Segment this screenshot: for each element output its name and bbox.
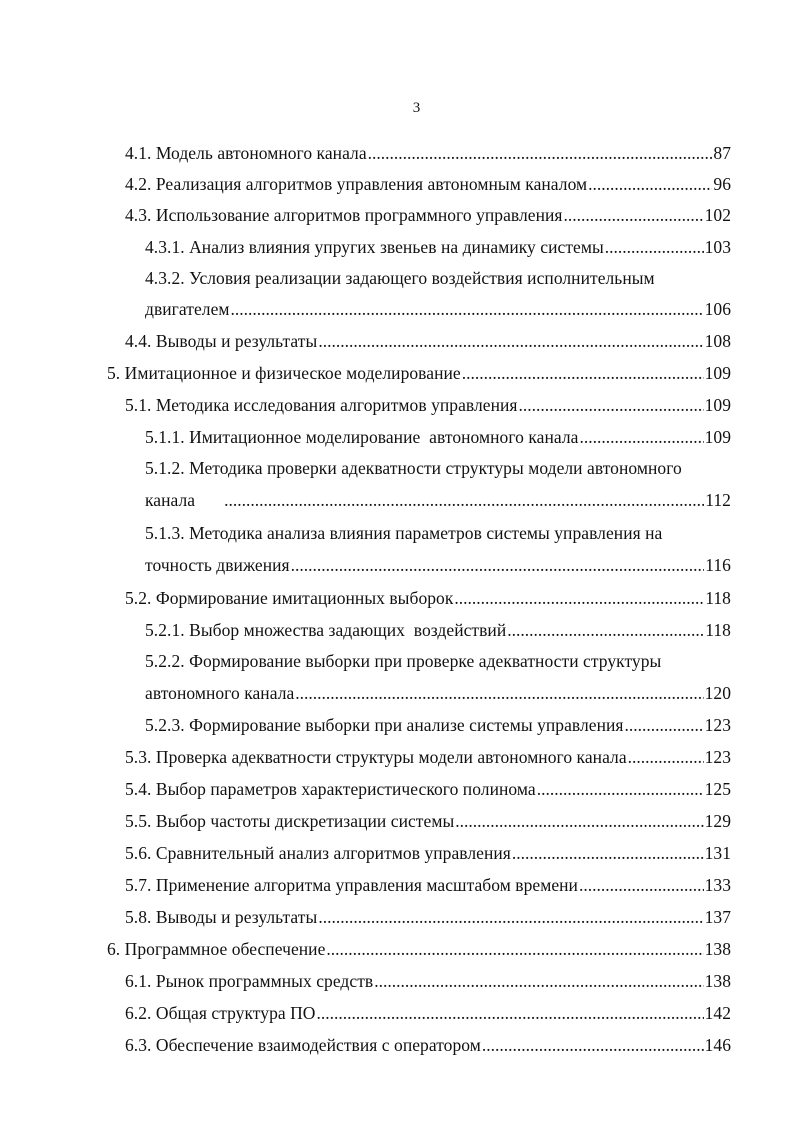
toc-leader-dots — [318, 326, 703, 356]
toc-entry-title: 4.3.2. Условия реализации задающего воздействия исполнительным — [145, 268, 655, 288]
toc-entry-5-1-3[interactable] — [145, 518, 731, 548]
toc-entry-4-3-2[interactable] — [145, 263, 731, 293]
toc-entry-page: 142 — [704, 1003, 731, 1023]
toc-entry-title: 5.1. Методика исследования алгоритмов управления — [125, 395, 518, 415]
toc-entry-title: 6.1. Рынок программных средств — [125, 971, 374, 991]
toc-entry-page: 112 — [705, 490, 731, 510]
toc-entry-page: 102 — [704, 205, 731, 225]
toc-entry-title: 6.3. Обеспечение взаимодействия с оператором — [125, 1035, 481, 1055]
toc-leader-dots — [295, 678, 703, 708]
toc-entry-page: 120 — [704, 683, 731, 703]
toc-entry-4-4[interactable] — [125, 326, 731, 356]
toc-entry-6-1[interactable] — [125, 966, 731, 996]
toc-leader-dots — [537, 774, 704, 804]
toc-entry-5-1-2-cont[interactable] — [145, 485, 731, 515]
toc-leader-dots — [455, 806, 703, 836]
toc-entry-5-2-2[interactable] — [145, 646, 731, 676]
toc-entry-5[interactable] — [107, 358, 731, 388]
toc-entry-5-2-3[interactable] — [145, 710, 731, 740]
toc-entry-page: 118 — [705, 620, 731, 640]
toc-entry-page: 103 — [704, 237, 731, 257]
toc-entry-5-5[interactable] — [125, 806, 731, 836]
toc-entry-page: 118 — [705, 588, 731, 608]
toc-entry-5-1-3-cont[interactable] — [145, 550, 731, 580]
toc-entry-4-3[interactable] — [125, 200, 731, 230]
toc-entry-title: 4.4. Выводы и результаты — [125, 331, 318, 351]
toc-entry-title: 4.3.1. Анализ влияния упругих звеньев на динамику системы — [145, 237, 604, 257]
toc-entry-5-3[interactable] — [125, 742, 731, 772]
toc-entry-5-2[interactable] — [125, 583, 731, 613]
toc-entry-title: 5.1.1. Имитационное моделирование автономного канала — [145, 427, 579, 447]
toc-leader-dots — [462, 358, 704, 388]
toc-entry-page: 116 — [705, 555, 731, 575]
toc-leader-dots — [318, 902, 703, 932]
toc-leader-dots — [291, 550, 705, 580]
toc-entry-page: 138 — [704, 939, 731, 959]
toc-entry-5-2-2-cont[interactable] — [145, 678, 731, 708]
toc-leader-dots — [519, 390, 704, 420]
toc-entry-page: 137 — [704, 907, 731, 927]
toc-leader-dots — [368, 138, 713, 168]
toc-leader-dots — [231, 294, 704, 324]
toc-entry-5-1-2[interactable] — [145, 453, 731, 483]
toc-entry-page: 87 — [713, 143, 731, 163]
toc-entry-title: 5.6. Сравнительный анализ алгоритмов управления — [125, 843, 511, 863]
toc-entry-page: 133 — [704, 875, 731, 895]
toc-entry-title: автономного канала — [145, 683, 295, 703]
toc-leader-dots — [224, 485, 704, 515]
toc-entry-4-3-2-cont[interactable] — [145, 294, 731, 324]
toc-entry-6[interactable] — [107, 934, 731, 964]
toc-entry-title: 6.2. Общая структура ПО — [125, 1003, 316, 1023]
toc-entry-page: 109 — [704, 395, 731, 415]
toc-entry-page: 146 — [704, 1035, 731, 1055]
toc-entry-5-4[interactable] — [125, 774, 731, 804]
toc-entry-5-1-1[interactable] — [145, 422, 731, 452]
toc-entry-title: канала — [145, 490, 196, 510]
toc-entry-title: 4.3. Использование алгоритмов программного управления — [125, 205, 563, 225]
toc-leader-dots — [564, 200, 704, 230]
toc-entry-page: 109 — [704, 363, 731, 383]
toc-entry-title: 5.7. Применение алгоритма управления масштабом времени — [125, 875, 578, 895]
toc-leader-dots — [326, 934, 703, 964]
toc-entry-title: 5. Имитационное и физическое моделирование — [107, 363, 461, 383]
toc-entry-title: 5.2.3. Формирование выборки при анализе системы управления — [145, 715, 624, 735]
toc-leader-dots — [512, 838, 704, 868]
toc-entry-title: 5.2.1. Выбор множества задающих воздействий — [145, 620, 507, 640]
toc-entry-title: 5.4. Выбор параметров характеристического полинома — [125, 779, 536, 799]
toc-entry-page: 131 — [704, 843, 731, 863]
toc-entry-5-7[interactable] — [125, 870, 731, 900]
toc-entry-title: 5.1.2. Методика проверки адекватности структуры модели автономного — [145, 458, 682, 478]
toc-entry-page: 125 — [704, 779, 731, 799]
toc-entry-page: 123 — [704, 715, 731, 735]
toc-entry-page: 129 — [704, 811, 731, 831]
toc-entry-title: 5.8. Выводы и результаты — [125, 907, 318, 927]
toc-entry-title: 5.3. Проверка адекватности структуры модели автономного канала — [125, 747, 627, 767]
toc-leader-dots — [588, 169, 712, 199]
toc-entry-page: 138 — [704, 971, 731, 991]
toc-entry-title: 5.1.3. Методика анализа влияния параметров системы управления на — [145, 523, 663, 543]
toc-entry-4-3-1[interactable] — [145, 232, 731, 262]
toc-entry-page: 108 — [704, 331, 731, 351]
toc-leader-dots — [482, 1030, 704, 1060]
toc-entry-4-1[interactable] — [125, 138, 731, 168]
toc-entry-5-8[interactable] — [125, 902, 731, 932]
toc-entry-page: 106 — [704, 299, 731, 319]
toc-entry-title: 5.2. Формирование имитационных выборок — [125, 588, 454, 608]
toc-entry-6-2[interactable] — [125, 998, 731, 1028]
toc-entry-title: 5.5. Выбор частоты дискретизации системы — [125, 811, 455, 831]
toc-leader-dots — [374, 966, 703, 996]
toc-entry-page: 123 — [704, 747, 731, 767]
toc-entry-title: 6. Программное обеспечение — [107, 939, 326, 959]
toc-entry-title: 4.1. Модель автономного канала — [125, 143, 367, 163]
toc-leader-dots — [625, 710, 704, 740]
toc-entry-title: 4.2. Реализация алгоритмов управления автономным каналом — [125, 174, 588, 194]
toc-entry-page: 96 — [713, 174, 731, 194]
toc-leader-dots — [579, 870, 704, 900]
toc-entry-5-2-1[interactable] — [145, 615, 731, 645]
toc-leader-dots — [317, 998, 704, 1028]
toc-entry-5-6[interactable] — [125, 838, 731, 868]
toc-entry-4-2[interactable] — [125, 169, 731, 199]
toc-entry-5-1[interactable] — [125, 390, 731, 420]
page-number: 3 — [412, 100, 421, 116]
toc-leader-dots — [605, 232, 704, 262]
toc-leader-dots — [507, 615, 704, 645]
toc-entry-title: точность движения — [145, 555, 290, 575]
toc-entry-title: 5.2.2. Формирование выборки при проверке адекватности структуры — [145, 651, 662, 671]
toc-leader-dots — [579, 422, 703, 452]
toc-entry-6-3[interactable] — [125, 1030, 731, 1060]
toc-leader-dots — [454, 583, 704, 613]
toc-entry-page: 109 — [704, 427, 731, 447]
toc-leader-dots — [628, 742, 704, 772]
toc-entry-title: двигателем — [145, 299, 230, 319]
